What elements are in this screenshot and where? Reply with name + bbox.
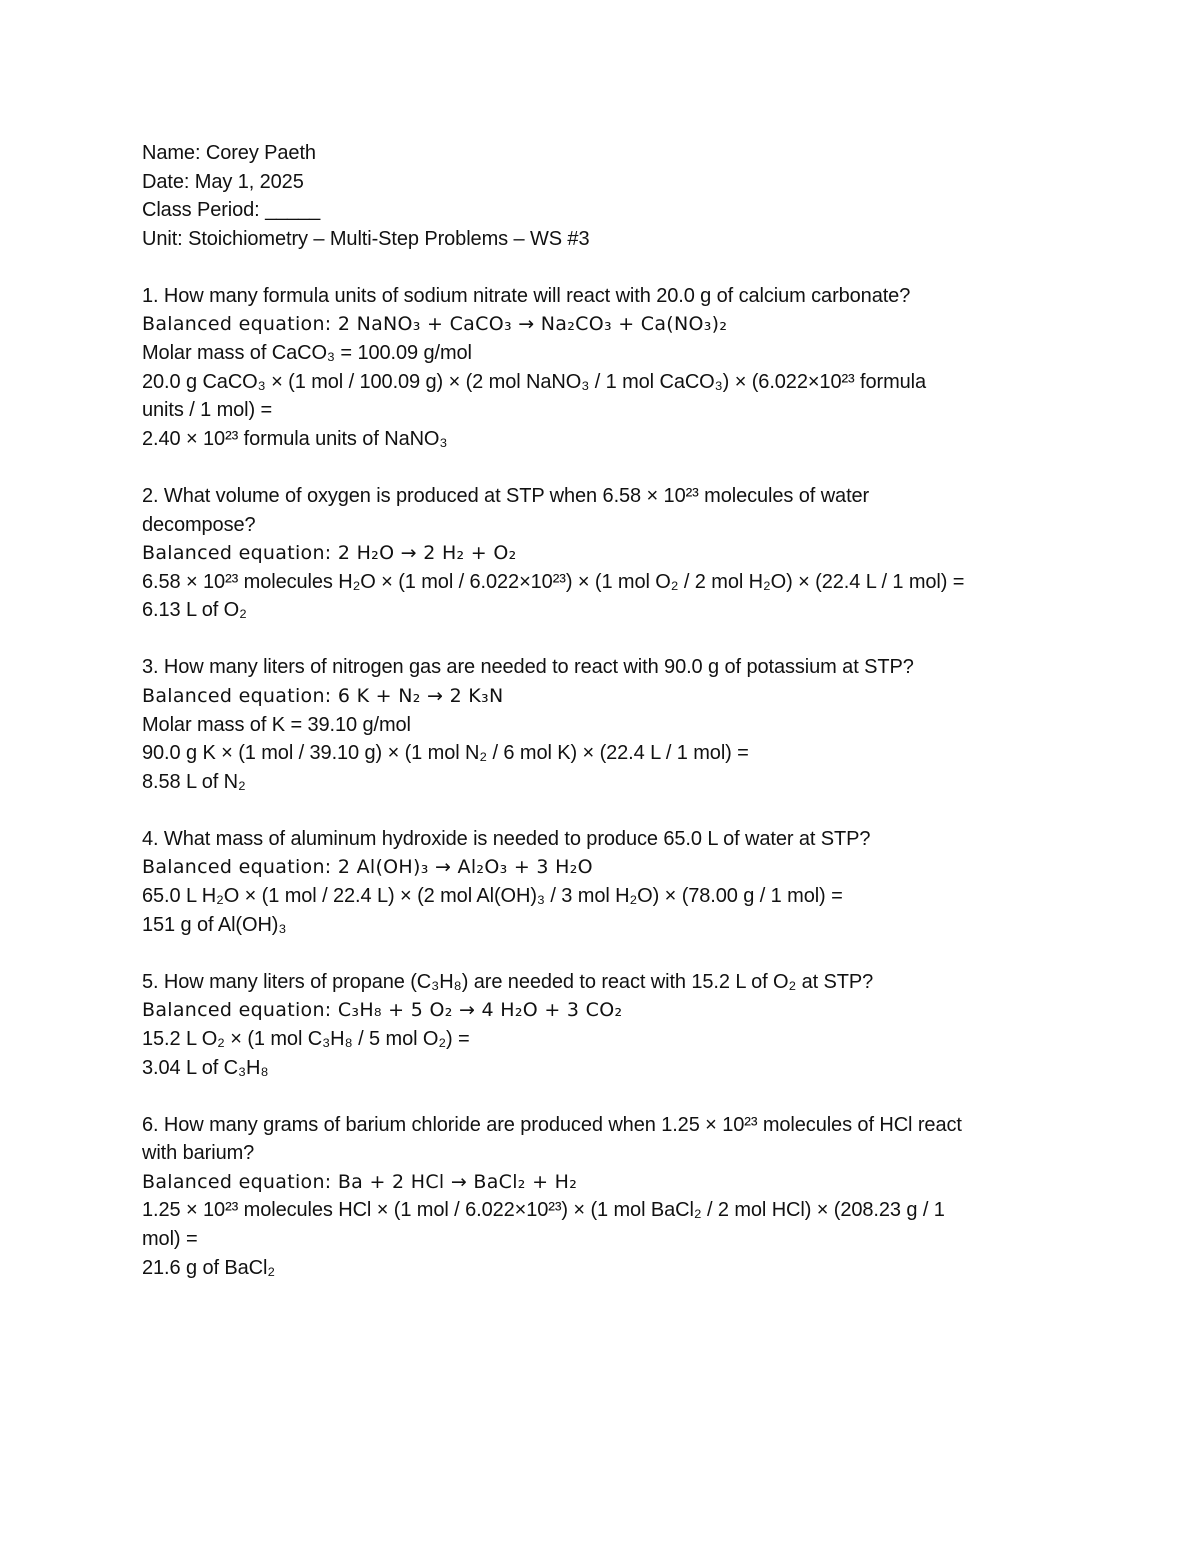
problem-6	[142, 1111, 1062, 1283]
spacer	[142, 453, 1062, 482]
problem-question: 2. What volume of oxygen is produced at STP when 6.58 × 10²³ molecules of water	[142, 484, 870, 507]
work-line: 6.58 × 10²³ molecules H₂O × (1 mol / 6.022×10²³) × (1 mol O₂ / 2 mol H₂O) × (22.4 L / 1 mol) =	[142, 570, 965, 593]
problem-3	[142, 653, 1062, 796]
problem-answer: 3.04 L of C₃H₈	[142, 1056, 269, 1079]
problem-answer: 21.6 g of BaCl₂	[142, 1256, 276, 1279]
work-line: mol) =	[142, 1228, 198, 1250]
work-line: 1.25 × 10²³ molecules HCl × (1 mol / 6.022×10²³) × (1 mol BaCl₂ / 2 mol HCl) × (208.23 g / 1	[142, 1199, 945, 1222]
header-block	[142, 139, 1062, 253]
problem-2	[142, 482, 1062, 625]
problem-4	[142, 825, 1062, 939]
spacer	[142, 1082, 1062, 1111]
balanced-equation: Balanced equation: C₃H₈ + 5 O₂ → 4 H₂O + 3 CO₂	[142, 999, 623, 1022]
spacer	[142, 625, 1062, 654]
problem-answer: 151 g of Al(OH)₃	[142, 913, 287, 936]
problem-question: decompose?	[142, 513, 256, 536]
balanced-equation: Balanced equation: 2 H₂O → 2 H₂ + O₂	[142, 542, 517, 565]
work-line: 20.0 g CaCO₃ × (1 mol / 100.09 g) × (2 mol NaNO₃ / 1 mol CaCO₃) × (6.022×10²³ formula	[142, 370, 927, 393]
balanced-equation: Balanced equation: Ba + 2 HCl → BaCl₂ + H₂	[142, 1170, 578, 1193]
student-name: Name: Corey Paeth	[142, 142, 316, 164]
class-period: Class Period: _____	[142, 199, 321, 222]
work-line: 65.0 L H₂O × (1 mol / 22.4 L) × (2 mol Al(OH)₃ / 3 mol H₂O) × (78.00 g / 1 mol) =	[142, 885, 843, 908]
problem-question: 5. How many liters of propane (C₃H₈) are needed to react with 15.2 L of O₂ at STP?	[142, 970, 874, 993]
problem-answer: 2.40 × 10²³ formula units of NaNO₃	[142, 427, 448, 450]
worksheet-content	[142, 139, 1062, 1282]
work-line: 15.2 L O₂ × (1 mol C₃H₈ / 5 mol O₂) =	[142, 1027, 470, 1050]
problem-question: with barium?	[142, 1142, 255, 1165]
spacer	[142, 939, 1062, 968]
problem-question: 4. What mass of aluminum hydroxide is needed to produce 65.0 L of water at STP?	[142, 827, 871, 850]
molar-mass: Molar mass of CaCO₃ = 100.09 g/mol	[142, 342, 472, 365]
spacer	[142, 796, 1062, 825]
problem-question: 1. How many formula units of sodium nitrate will react with 20.0 g of calcium carbonate?	[142, 284, 911, 307]
balanced-equation: Balanced equation: 6 K + N₂ → 2 K₃N	[142, 685, 504, 707]
unit-title: Unit: Stoichiometry – Multi-Step Problems – WS #3	[142, 227, 590, 250]
problem-5	[142, 968, 1062, 1082]
worksheet-date: Date: May 1, 2025	[142, 170, 304, 193]
work-line: units / 1 mol) =	[142, 399, 273, 422]
problem-answer: 6.13 L of O₂	[142, 599, 247, 622]
work-line: 90.0 g K × (1 mol / 39.10 g) × (1 mol N₂ / 6 mol K) × (22.4 L / 1 mol) =	[142, 742, 749, 765]
problem-question: 6. How many grams of barium chloride are produced when 1.25 × 10²³ molecules of HCl react	[142, 1113, 962, 1136]
problem-answer: 8.58 L of N₂	[142, 770, 246, 793]
balanced-equation: Balanced equation: 2 NaNO₃ + CaCO₃ → Na₂CO₃ + Ca(NO₃)₂	[142, 313, 728, 336]
spacer	[142, 253, 1062, 282]
problem-question: 3. How many liters of nitrogen gas are needed to react with 90.0 g of potassium at STP?	[142, 656, 914, 679]
problem-1	[142, 282, 1062, 454]
molar-mass: Molar mass of K = 39.10 g/mol	[142, 713, 411, 736]
balanced-equation: Balanced equation: 2 Al(OH)₃ → Al₂O₃ + 3 H₂O	[142, 856, 593, 879]
